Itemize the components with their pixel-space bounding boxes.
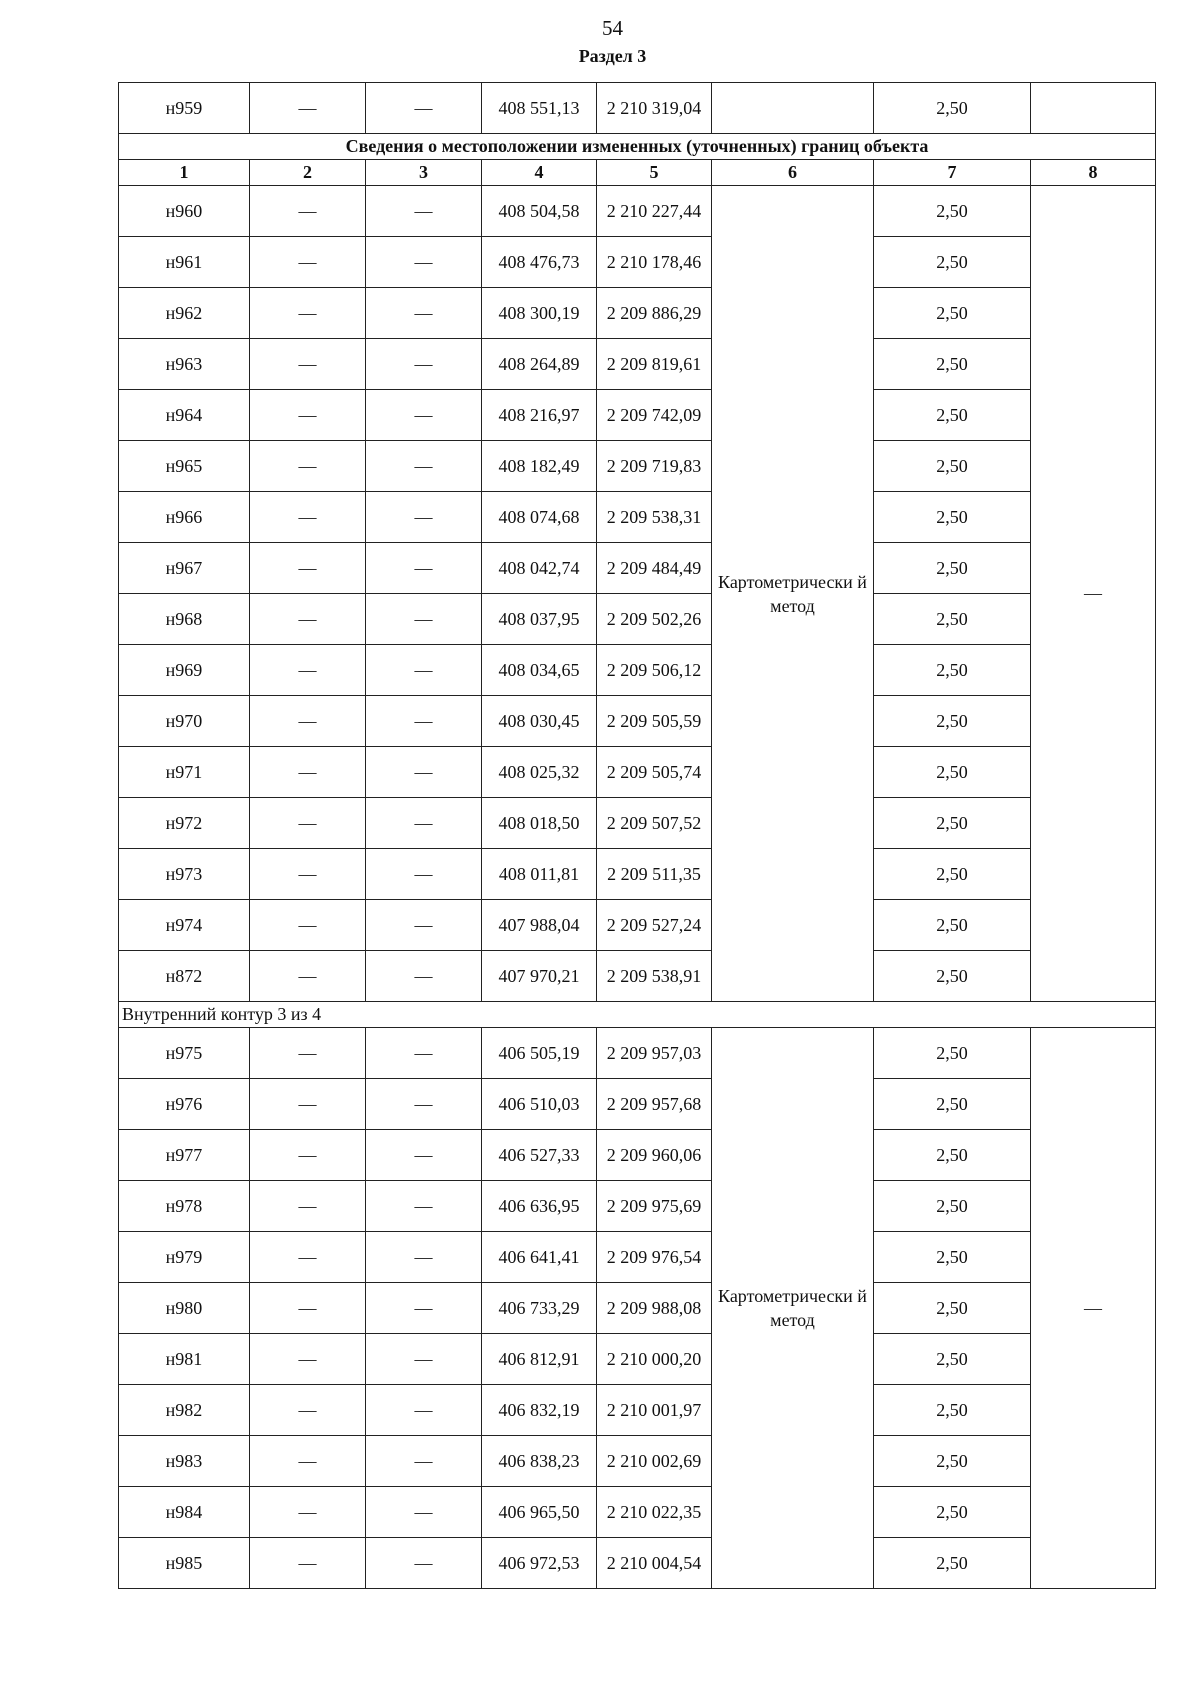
x-coordinate-cell: 408 264,89 <box>482 339 597 390</box>
col8-cell: — <box>1031 1028 1156 1589</box>
col2-cell: — <box>250 1487 366 1538</box>
table-row <box>119 747 1156 798</box>
col2-cell: — <box>250 1436 366 1487</box>
col3-cell: — <box>366 1436 482 1487</box>
y-coordinate-cell: 2 210 227,44 <box>597 186 712 237</box>
accuracy-cell: 2,50 <box>874 1538 1031 1589</box>
x-coordinate-cell: 408 074,68 <box>482 492 597 543</box>
accuracy-cell: 2,50 <box>874 441 1031 492</box>
table-row <box>119 441 1156 492</box>
y-coordinate-cell: 2 210 004,54 <box>597 1538 712 1589</box>
table-row <box>119 1334 1156 1385</box>
y-coordinate-cell: 2 210 178,46 <box>597 237 712 288</box>
y-coordinate-cell: 2 209 886,29 <box>597 288 712 339</box>
x-coordinate-cell: 408 037,95 <box>482 594 597 645</box>
col3-cell: — <box>366 645 482 696</box>
col2-cell: — <box>250 288 366 339</box>
col2-cell: — <box>250 186 366 237</box>
x-coordinate-cell: 406 812,91 <box>482 1334 597 1385</box>
point-cell: н960 <box>119 186 250 237</box>
contour-label-row <box>119 1002 1156 1028</box>
point-cell: н984 <box>119 1487 250 1538</box>
col3-cell: — <box>366 237 482 288</box>
y-coordinate-cell: 2 209 538,31 <box>597 492 712 543</box>
accuracy-cell: 2,50 <box>874 1334 1031 1385</box>
col2-cell: — <box>250 441 366 492</box>
x-coordinate-cell: 406 636,95 <box>482 1181 597 1232</box>
col3-cell: — <box>366 1130 482 1181</box>
y-coordinate-cell: 2 210 022,35 <box>597 1487 712 1538</box>
y-coordinate-cell: 2 209 719,83 <box>597 441 712 492</box>
point-cell: н872 <box>119 951 250 1002</box>
column-numbers-row <box>119 160 1156 186</box>
table-row <box>119 186 1156 237</box>
accuracy-cell: 2,50 <box>874 1181 1031 1232</box>
col2-cell: — <box>250 543 366 594</box>
column-number: 8 <box>1031 160 1156 186</box>
y-coordinate-cell: 2 209 507,52 <box>597 798 712 849</box>
point-cell: н974 <box>119 900 250 951</box>
table-row <box>119 1538 1156 1589</box>
y-coordinate-cell: 2 209 502,26 <box>597 594 712 645</box>
col2-cell: — <box>250 1538 366 1589</box>
table-row <box>119 1130 1156 1181</box>
y-coordinate-cell: 2 209 976,54 <box>597 1232 712 1283</box>
point-cell: н964 <box>119 390 250 441</box>
point-cell: н979 <box>119 1232 250 1283</box>
accuracy-cell: 2,50 <box>874 1283 1031 1334</box>
table-row <box>119 237 1156 288</box>
col3-cell: — <box>366 1181 482 1232</box>
band-title-row <box>119 134 1156 160</box>
col3-cell: — <box>366 1385 482 1436</box>
accuracy-cell: 2,50 <box>874 543 1031 594</box>
x-coordinate-cell: 406 965,50 <box>482 1487 597 1538</box>
point-cell: н982 <box>119 1385 250 1436</box>
table-row <box>119 645 1156 696</box>
col2-cell: — <box>250 798 366 849</box>
col2-cell: — <box>250 1232 366 1283</box>
point-cell: н976 <box>119 1079 250 1130</box>
column-number: 5 <box>597 160 712 186</box>
table-row <box>119 1283 1156 1334</box>
accuracy-cell: 2,50 <box>874 951 1031 1002</box>
point-cell: н973 <box>119 849 250 900</box>
point-cell: н975 <box>119 1028 250 1079</box>
table-row <box>119 1436 1156 1487</box>
table-row <box>119 849 1156 900</box>
point-cell: н965 <box>119 441 250 492</box>
table-row <box>119 1181 1156 1232</box>
col3-cell: — <box>366 798 482 849</box>
accuracy-cell: 2,50 <box>874 339 1031 390</box>
accuracy-cell: 2,50 <box>874 237 1031 288</box>
x-coordinate-cell: 408 504,58 <box>482 186 597 237</box>
x-coordinate-cell: 408 216,97 <box>482 390 597 441</box>
x-coordinate-cell: 406 838,23 <box>482 1436 597 1487</box>
point-cell: н969 <box>119 645 250 696</box>
col2-cell: — <box>250 900 366 951</box>
table-row <box>119 288 1156 339</box>
y-coordinate-cell: 2 209 975,69 <box>597 1181 712 1232</box>
col3-cell: — <box>366 492 482 543</box>
column-number: 7 <box>874 160 1031 186</box>
col2-cell: — <box>250 1028 366 1079</box>
point-cell: н966 <box>119 492 250 543</box>
table-row <box>119 543 1156 594</box>
x-coordinate-cell: 408 030,45 <box>482 696 597 747</box>
x-coordinate-cell: 406 527,33 <box>482 1130 597 1181</box>
col3-cell: — <box>366 849 482 900</box>
y-coordinate-cell: 2 209 957,03 <box>597 1028 712 1079</box>
accuracy-cell: 2,50 <box>874 1232 1031 1283</box>
accuracy-cell: 2,50 <box>874 696 1031 747</box>
col3-cell: — <box>366 1334 482 1385</box>
table-row <box>119 594 1156 645</box>
col8-cell <box>1031 83 1156 134</box>
accuracy-cell: 2,50 <box>874 1028 1031 1079</box>
accuracy-cell: 2,50 <box>874 492 1031 543</box>
column-number: 2 <box>250 160 366 186</box>
y-coordinate-cell: 2 209 988,08 <box>597 1283 712 1334</box>
column-number: 3 <box>366 160 482 186</box>
col3-cell: — <box>366 1487 482 1538</box>
y-coordinate-cell: 2 209 484,49 <box>597 543 712 594</box>
y-coordinate-cell: 2 209 505,74 <box>597 747 712 798</box>
contour-label: Внутренний контур 3 из 4 <box>119 1002 1156 1028</box>
x-coordinate-cell: 407 970,21 <box>482 951 597 1002</box>
y-coordinate-cell: 2 210 000,20 <box>597 1334 712 1385</box>
method-cell: Картометрически й метод <box>712 186 874 1002</box>
accuracy-cell: 2,50 <box>874 1436 1031 1487</box>
col2-cell: — <box>250 645 366 696</box>
table-row <box>119 900 1156 951</box>
x-coordinate-cell: 406 510,03 <box>482 1079 597 1130</box>
accuracy-cell: 2,50 <box>874 645 1031 696</box>
accuracy-cell: 2,50 <box>874 594 1031 645</box>
table-row <box>119 798 1156 849</box>
col8-cell: — <box>1031 186 1156 1002</box>
col2-cell: — <box>250 1130 366 1181</box>
point-cell: н985 <box>119 1538 250 1589</box>
point-cell: н977 <box>119 1130 250 1181</box>
col2-cell: — <box>250 1079 366 1130</box>
y-coordinate-cell: 2 210 001,97 <box>597 1385 712 1436</box>
y-coordinate-cell: 2 209 506,12 <box>597 645 712 696</box>
col3-cell: — <box>366 288 482 339</box>
x-coordinate-cell: 408 551,13 <box>482 83 597 134</box>
col2-cell: — <box>250 594 366 645</box>
accuracy-cell: 2,50 <box>874 849 1031 900</box>
y-coordinate-cell: 2 210 002,69 <box>597 1436 712 1487</box>
point-cell: н981 <box>119 1334 250 1385</box>
table-row <box>119 339 1156 390</box>
y-coordinate-cell: 2 209 511,35 <box>597 849 712 900</box>
col2-cell: — <box>250 1181 366 1232</box>
accuracy-cell: 2,50 <box>874 900 1031 951</box>
x-coordinate-cell: 408 300,19 <box>482 288 597 339</box>
point-cell: н967 <box>119 543 250 594</box>
col2-cell: — <box>250 390 366 441</box>
col3-cell: — <box>366 747 482 798</box>
col2-cell: — <box>250 1334 366 1385</box>
table-row <box>119 1079 1156 1130</box>
x-coordinate-cell: 408 034,65 <box>482 645 597 696</box>
y-coordinate-cell: 2 209 957,68 <box>597 1079 712 1130</box>
col2-cell: — <box>250 951 366 1002</box>
section-title: Раздел 3 <box>578 46 647 66</box>
accuracy-cell: 2,50 <box>874 1385 1031 1436</box>
col2-cell: — <box>250 237 366 288</box>
x-coordinate-cell: 408 018,50 <box>482 798 597 849</box>
table-row <box>119 696 1156 747</box>
col3-cell: — <box>366 339 482 390</box>
col2-cell: — <box>250 696 366 747</box>
column-number: 6 <box>712 160 874 186</box>
x-coordinate-cell: 408 011,81 <box>482 849 597 900</box>
col3-cell: — <box>366 1283 482 1334</box>
column-number: 4 <box>482 160 597 186</box>
point-cell: н983 <box>119 1436 250 1487</box>
table-row <box>119 1232 1156 1283</box>
y-coordinate-cell: 2 209 960,06 <box>597 1130 712 1181</box>
accuracy-cell: 2,50 <box>874 1487 1031 1538</box>
col3-cell: — <box>366 951 482 1002</box>
point-cell: н970 <box>119 696 250 747</box>
accuracy-cell: 2,50 <box>874 747 1031 798</box>
point-cell: н971 <box>119 747 250 798</box>
x-coordinate-cell: 407 988,04 <box>482 900 597 951</box>
col3-cell: — <box>366 186 482 237</box>
col3-cell: — <box>366 1538 482 1589</box>
point-cell: н972 <box>119 798 250 849</box>
table-body <box>119 83 1156 1589</box>
col3-cell: — <box>366 1079 482 1130</box>
point-cell: н962 <box>119 288 250 339</box>
table-row <box>119 83 1156 134</box>
col3-cell: — <box>366 543 482 594</box>
col3-cell: — <box>366 696 482 747</box>
x-coordinate-cell: 406 641,41 <box>482 1232 597 1283</box>
x-coordinate-cell: 406 972,53 <box>482 1538 597 1589</box>
coordinates-table <box>118 82 1156 1589</box>
x-coordinate-cell: 408 476,73 <box>482 237 597 288</box>
col3-cell: — <box>366 594 482 645</box>
col3-cell: — <box>366 83 482 134</box>
table-row <box>119 390 1156 441</box>
x-coordinate-cell: 408 042,74 <box>482 543 597 594</box>
x-coordinate-cell: 406 505,19 <box>482 1028 597 1079</box>
point-cell: н968 <box>119 594 250 645</box>
col2-cell: — <box>250 747 366 798</box>
method-cell <box>712 83 874 134</box>
x-coordinate-cell: 408 025,32 <box>482 747 597 798</box>
point-cell: н980 <box>119 1283 250 1334</box>
y-coordinate-cell: 2 209 505,59 <box>597 696 712 747</box>
y-coordinate-cell: 2 209 538,91 <box>597 951 712 1002</box>
accuracy-cell: 2,50 <box>874 390 1031 441</box>
col2-cell: — <box>250 83 366 134</box>
col3-cell: — <box>366 1232 482 1283</box>
accuracy-cell: 2,50 <box>874 288 1031 339</box>
point-cell: н963 <box>119 339 250 390</box>
table-row <box>119 492 1156 543</box>
table-row <box>119 1028 1156 1079</box>
col2-cell: — <box>250 1385 366 1436</box>
y-coordinate-cell: 2 209 527,24 <box>597 900 712 951</box>
accuracy-cell: 2,50 <box>874 1079 1031 1130</box>
y-coordinate-cell: 2 209 819,61 <box>597 339 712 390</box>
point-cell: н961 <box>119 237 250 288</box>
col3-cell: — <box>366 441 482 492</box>
x-coordinate-cell: 406 832,19 <box>482 1385 597 1436</box>
x-coordinate-cell: 406 733,29 <box>482 1283 597 1334</box>
table-row <box>119 951 1156 1002</box>
page-number: 54 <box>602 16 623 40</box>
point-cell: н959 <box>119 83 250 134</box>
table-row <box>119 1487 1156 1538</box>
x-coordinate-cell: 408 182,49 <box>482 441 597 492</box>
col2-cell: — <box>250 849 366 900</box>
col2-cell: — <box>250 492 366 543</box>
y-coordinate-cell: 2 209 742,09 <box>597 390 712 441</box>
accuracy-cell: 2,50 <box>874 798 1031 849</box>
col2-cell: — <box>250 339 366 390</box>
point-cell: н978 <box>119 1181 250 1232</box>
y-coordinate-cell: 2 210 319,04 <box>597 83 712 134</box>
col2-cell: — <box>250 1283 366 1334</box>
col3-cell: — <box>366 900 482 951</box>
accuracy-cell: 2,50 <box>874 83 1031 134</box>
accuracy-cell: 2,50 <box>874 1130 1031 1181</box>
table-row <box>119 1385 1156 1436</box>
column-number: 1 <box>119 160 250 186</box>
method-cell: Картометрически й метод <box>712 1028 874 1589</box>
band-title: Сведения о местоположении измененных (уточненных) границ объекта <box>119 134 1156 160</box>
col3-cell: — <box>366 1028 482 1079</box>
col3-cell: — <box>366 390 482 441</box>
accuracy-cell: 2,50 <box>874 186 1031 237</box>
